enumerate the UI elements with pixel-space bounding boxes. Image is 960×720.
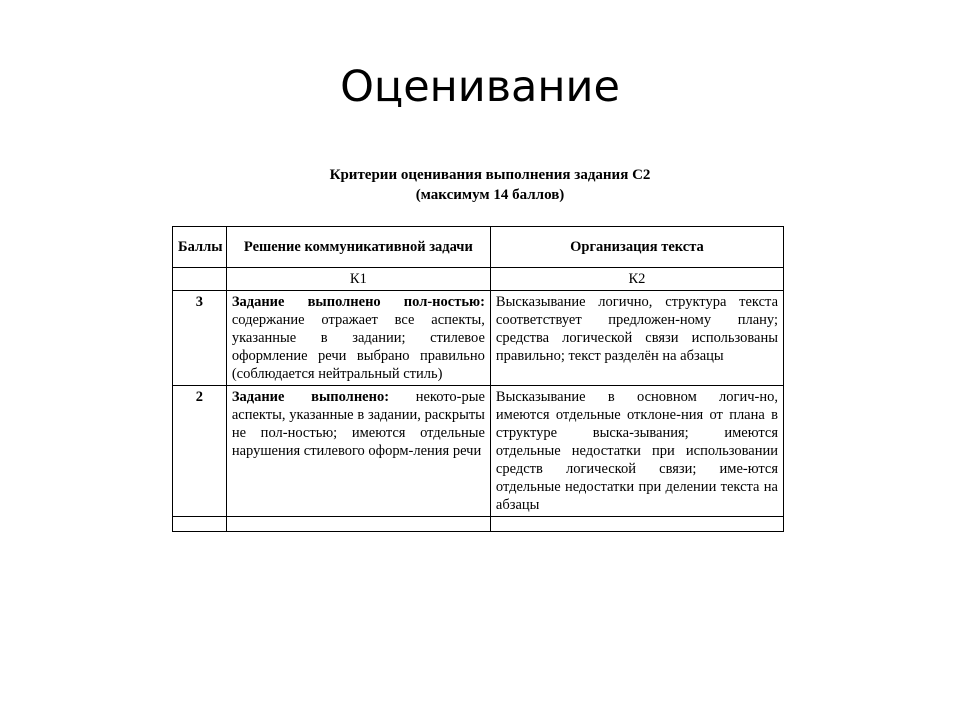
code-k2: К2 xyxy=(490,268,783,291)
table-row xyxy=(173,386,784,517)
k1-cell xyxy=(226,386,490,517)
k2-cell: Высказывание в основном логич-но, имеются отдельные отклоне-ния от плана в структуре выска-зывания; имеются отдельные недостатки при использовании средств логической связи; име-ются отдельные недостатки при делении текста на абзацы xyxy=(490,386,783,517)
table-row-cut xyxy=(173,517,784,532)
empty-cell xyxy=(226,517,490,532)
caption-line-1: Критерии оценивания выполнения задания С2 xyxy=(329,167,651,183)
k1-text: некото-рые аспекты, указанные в задании, раскрыты не пол-ностью; имеются отдельные нарушения стилевого оформ-ления речи xyxy=(231,389,485,459)
code-k1: К1 xyxy=(226,268,490,291)
k2-cell: Высказывание логично, структура текста соответствует предложен-ному плану; средства логической связи использованы правильно; текст разделён на абзацы xyxy=(490,291,783,386)
k1-cell xyxy=(226,291,490,386)
table-row xyxy=(173,291,784,386)
slide-title: Оценивание xyxy=(340,62,620,112)
empty-cell xyxy=(173,517,227,532)
score-cell: 3 xyxy=(173,291,227,386)
header-row xyxy=(173,227,784,268)
caption-line-2: (максимум 14 баллов) xyxy=(415,187,565,203)
k1-text: содержание отражает все аспекты, указанные в задании; стилевое оформление речи выбрано правильно (соблюдается нейтральный стиль) xyxy=(231,312,485,382)
code-empty xyxy=(173,268,227,291)
score-cell: 2 xyxy=(173,386,227,517)
k1-lead: Задание выполнено пол-ностью: xyxy=(231,294,485,310)
code-row xyxy=(173,268,784,291)
criteria-table xyxy=(172,226,784,532)
header-k2: Организация текста xyxy=(490,227,783,268)
header-score: Баллы xyxy=(173,227,227,268)
header-k1: Решение коммуникативной задачи xyxy=(226,227,490,268)
empty-cell xyxy=(490,517,783,532)
k1-lead: Задание выполнено: xyxy=(231,389,390,405)
table-caption xyxy=(230,165,750,205)
